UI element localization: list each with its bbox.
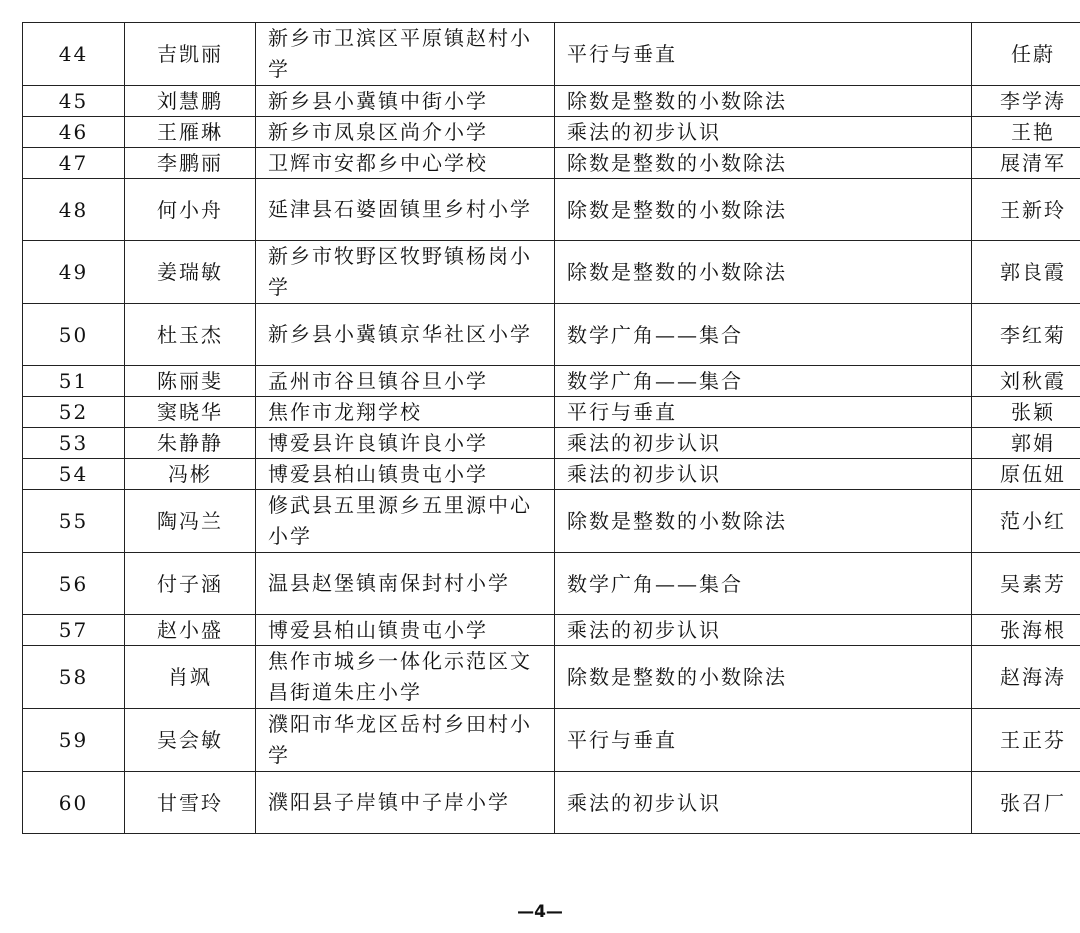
student-name-cell: 姜瑞敏	[125, 241, 256, 304]
tutor-name-cell: 王新玲	[972, 179, 1080, 241]
lesson-topic-cell: 平行与垂直	[555, 23, 972, 86]
student-name-cell: 刘慧鹏	[125, 86, 256, 117]
lesson-topic-cell: 乘法的初步认识	[555, 772, 972, 834]
lesson-topic-cell: 除数是整数的小数除法	[555, 241, 972, 304]
student-name-cell: 杜玉杰	[125, 304, 256, 366]
school-cell: 焦作市城乡一体化示范区文昌街道朱庄小学	[256, 646, 555, 709]
row-number-cell: 58	[23, 646, 125, 709]
school-cell: 温县赵堡镇南保封村小学	[256, 553, 555, 615]
school-cell: 新乡县小冀镇中街小学	[256, 86, 555, 117]
lesson-topic-cell: 乘法的初步认识	[555, 117, 972, 148]
school-cell: 孟州市谷旦镇谷旦小学	[256, 366, 555, 397]
lesson-topic-cell: 除数是整数的小数除法	[555, 86, 972, 117]
table-row	[23, 117, 1080, 148]
lesson-topic-cell: 除数是整数的小数除法	[555, 646, 972, 709]
student-name-cell: 朱静静	[125, 428, 256, 459]
row-number-cell: 59	[23, 709, 125, 772]
table-row	[23, 646, 1080, 709]
table-row	[23, 772, 1080, 834]
table-row	[23, 241, 1080, 304]
school-cell: 卫辉市安都乡中心学校	[256, 148, 555, 179]
lesson-topic-cell: 乘法的初步认识	[555, 615, 972, 646]
table-row	[23, 86, 1080, 117]
table-row	[23, 428, 1080, 459]
tutor-name-cell: 李红菊	[972, 304, 1080, 366]
tutor-name-cell: 原伍妞	[972, 459, 1080, 490]
row-number-cell: 60	[23, 772, 125, 834]
row-number-cell: 53	[23, 428, 125, 459]
tutor-name-cell: 李学涛	[972, 86, 1080, 117]
row-number-cell: 45	[23, 86, 125, 117]
table-row	[23, 179, 1080, 241]
row-number-cell: 48	[23, 179, 125, 241]
school-cell: 修武县五里源乡五里源中心小学	[256, 490, 555, 553]
row-number-cell: 52	[23, 397, 125, 428]
student-name-cell: 王雁琳	[125, 117, 256, 148]
student-name-cell: 窦晓华	[125, 397, 256, 428]
student-name-cell: 付子涵	[125, 553, 256, 615]
school-cell: 焦作市龙翔学校	[256, 397, 555, 428]
tutor-name-cell: 王正芬	[972, 709, 1080, 772]
lesson-topic-cell: 平行与垂直	[555, 709, 972, 772]
lesson-topic-cell: 除数是整数的小数除法	[555, 490, 972, 553]
tutor-name-cell: 展清军	[972, 148, 1080, 179]
student-name-cell: 赵小盛	[125, 615, 256, 646]
row-number-cell: 49	[23, 241, 125, 304]
school-cell: 新乡市卫滨区平原镇赵村小学	[256, 23, 555, 86]
row-number-cell: 56	[23, 553, 125, 615]
lesson-topic-cell: 除数是整数的小数除法	[555, 148, 972, 179]
tutor-name-cell: 刘秋霞	[972, 366, 1080, 397]
table-row	[23, 304, 1080, 366]
tutor-name-cell: 张召厂	[972, 772, 1080, 834]
table-row	[23, 397, 1080, 428]
student-name-cell: 肖飒	[125, 646, 256, 709]
tutor-name-cell: 张海根	[972, 615, 1080, 646]
student-name-cell: 陈丽斐	[125, 366, 256, 397]
tutor-name-cell: 郭良霞	[972, 241, 1080, 304]
tutor-name-cell: 郭娟	[972, 428, 1080, 459]
student-name-cell: 吴会敏	[125, 709, 256, 772]
row-number-cell: 44	[23, 23, 125, 86]
lesson-topic-cell: 乘法的初步认识	[555, 459, 972, 490]
tutor-name-cell: 赵海涛	[972, 646, 1080, 709]
school-cell: 新乡市牧野区牧野镇杨岗小学	[256, 241, 555, 304]
table-row	[23, 366, 1080, 397]
lesson-topic-cell: 数学广角——集合	[555, 304, 972, 366]
school-cell: 新乡县小冀镇京华社区小学	[256, 304, 555, 366]
row-number-cell: 57	[23, 615, 125, 646]
tutor-name-cell: 王艳	[972, 117, 1080, 148]
lesson-topic-cell: 数学广角——集合	[555, 366, 972, 397]
table-body	[23, 23, 1080, 834]
row-number-cell: 55	[23, 490, 125, 553]
student-name-cell: 甘雪玲	[125, 772, 256, 834]
row-number-cell: 50	[23, 304, 125, 366]
table-row	[23, 148, 1080, 179]
tutor-name-cell: 张颖	[972, 397, 1080, 428]
student-name-cell: 陶冯兰	[125, 490, 256, 553]
student-name-cell: 冯彬	[125, 459, 256, 490]
table-row	[23, 490, 1080, 553]
table-row	[23, 23, 1080, 86]
school-cell: 新乡市凤泉区尚介小学	[256, 117, 555, 148]
student-name-cell: 吉凯丽	[125, 23, 256, 86]
school-cell: 博爱县许良镇许良小学	[256, 428, 555, 459]
row-number-cell: 51	[23, 366, 125, 397]
tutor-name-cell: 范小红	[972, 490, 1080, 553]
school-cell: 博爱县柏山镇贵屯小学	[256, 615, 555, 646]
tutor-name-cell: 吴素芳	[972, 553, 1080, 615]
table-row	[23, 459, 1080, 490]
student-name-cell: 李鹏丽	[125, 148, 256, 179]
page-number: —4—	[517, 902, 563, 922]
row-number-cell: 54	[23, 459, 125, 490]
school-cell: 延津县石婆固镇里乡村小学	[256, 179, 555, 241]
table-row	[23, 553, 1080, 615]
tutor-name-cell: 任蔚	[972, 23, 1080, 86]
lesson-topic-cell: 数学广角——集合	[555, 553, 972, 615]
student-name-cell: 何小舟	[125, 179, 256, 241]
table-row	[23, 615, 1080, 646]
school-cell: 博爱县柏山镇贵屯小学	[256, 459, 555, 490]
lesson-topic-cell: 平行与垂直	[555, 397, 972, 428]
school-cell: 濮阳县子岸镇中子岸小学	[256, 772, 555, 834]
row-number-cell: 46	[23, 117, 125, 148]
lesson-topic-cell: 除数是整数的小数除法	[555, 179, 972, 241]
lesson-topic-cell: 乘法的初步认识	[555, 428, 972, 459]
table-row	[23, 709, 1080, 772]
award-list-table	[22, 22, 1080, 834]
row-number-cell: 47	[23, 148, 125, 179]
school-cell: 濮阳市华龙区岳村乡田村小学	[256, 709, 555, 772]
